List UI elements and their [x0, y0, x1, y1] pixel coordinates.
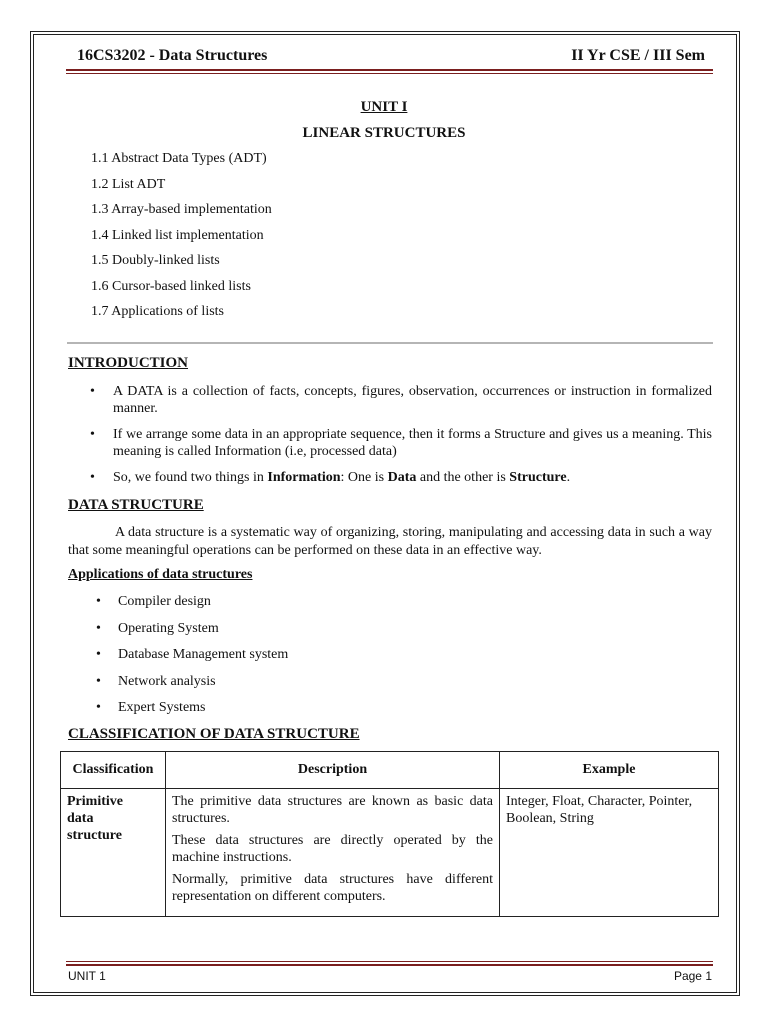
list-item: • Network analysis — [96, 673, 288, 700]
toc-item: 1.6 Cursor-based linked lists — [91, 278, 251, 294]
section-divider — [67, 342, 713, 344]
header-course: 16CS3202 - Data Structures — [77, 47, 268, 64]
toc-item: 1.7 Applications of lists — [91, 304, 224, 319]
introduction-list — [90, 383, 712, 495]
introduction-heading: INTRODUCTION — [68, 355, 189, 371]
header-rule — [66, 69, 713, 71]
applications-list — [96, 593, 288, 726]
example-cell: Integer, Float, Character, Pointer, Boolean, String — [500, 789, 719, 917]
toc-item: 1.3 Array-based implementation — [91, 202, 272, 217]
list-item: • Operating System — [96, 620, 288, 647]
header-class: II Yr CSE / III Sem — [571, 47, 705, 64]
list-item: • A DATA is a collection of facts, concepts, figures, observation, occurrences or instruction in formalized manner. — [90, 383, 712, 417]
description-cell — [166, 789, 500, 917]
footer-unit: UNIT 1 — [68, 969, 106, 983]
table-header-row — [61, 752, 719, 789]
header-rule-thin — [66, 73, 713, 74]
list-item: • If we arrange some data in an appropriate sequence, then it forms a Structure and gives us a meaning. This meaning is called Information (i.e, processed data) — [90, 426, 712, 460]
description-text: Normally, primitive data structures have different representation on different computers. — [172, 872, 493, 904]
list-item: • Expert Systems — [96, 699, 288, 726]
table-row — [61, 789, 719, 917]
data-structure-heading: DATA STRUCTURE — [68, 497, 204, 513]
column-header: Classification — [61, 752, 166, 789]
list-item: • So, we found two things in Information: One is Data and the other is Structure. — [90, 469, 712, 486]
toc-item: 1.4 Linked list implementation — [91, 227, 264, 243]
data-structure-paragraph: A data structure is a systematic way of organizing, storing, manipulating and accessing data in such a way that some meaningful operations can be performed on these data in an effective way. — [68, 525, 712, 558]
column-header: Example — [500, 752, 719, 789]
list-item: • Compiler design — [96, 593, 288, 620]
footer-rule-thin — [66, 961, 713, 962]
footer-rule — [66, 964, 713, 966]
toc-item: 1.1 Abstract Data Types (ADT) — [91, 151, 267, 166]
list-item: • Database Management system — [96, 646, 288, 673]
classification-table — [60, 751, 719, 917]
toc-item: 1.5 Doubly-linked lists — [91, 253, 220, 268]
column-header: Description — [166, 752, 500, 789]
unit-subtitle: LINEAR STRUCTURES — [302, 125, 466, 141]
description-text: These data structures are directly operated by the machine instructions. — [172, 833, 493, 865]
classification-cell: Primitive data structure — [61, 789, 166, 917]
classification-heading: CLASSIFICATION OF DATA STRUCTURE — [68, 726, 360, 742]
unit-title: UNIT I — [360, 99, 408, 115]
applications-heading: Applications of data structures — [68, 567, 253, 582]
page-number: Page 1 — [673, 969, 712, 983]
description-text: The primitive data structures are known as basic data structures. — [172, 794, 493, 826]
table-of-contents — [91, 150, 272, 329]
toc-item: 1.2 List ADT — [91, 176, 166, 192]
